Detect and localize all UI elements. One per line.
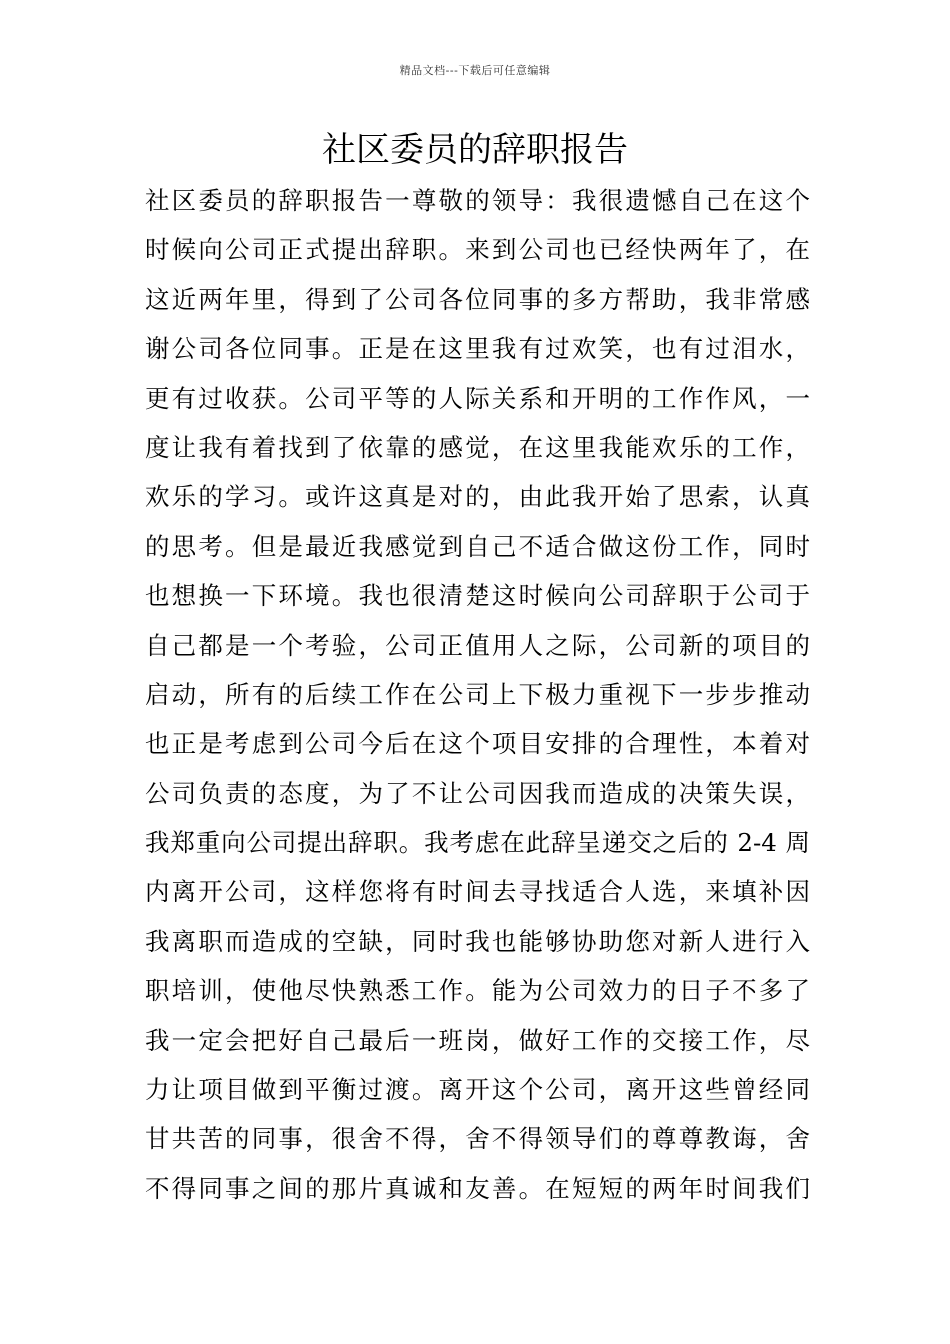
body-line: 甘共苦的同事，很舍不得，舍不得领导们的尊尊教诲，舍 [145,1124,810,1154]
document-body [145,176,810,1213]
body-line: 我郑重向公司提出辞职。我考虑在此辞呈递交之后的 2-4 周 [145,828,810,858]
body-line: 启动，所有的后续工作在公司上下极力重视下一步步推动 [145,679,810,709]
document-title: 社区委员的辞职报告 [322,130,628,170]
body-line: 也想换一下环境。我也很清楚这时候向公司辞职于公司于 [145,581,810,611]
body-line: 这近两年里，得到了公司各位同事的多方帮助，我非常感 [145,284,810,314]
body-line: 职培训，使他尽快熟悉工作。能为公司效力的日子不多了 [145,976,810,1006]
body-line: 的思考。但是最近我感觉到自己不适合做这份工作，同时 [145,531,810,561]
body-line: 力让项目做到平衡过渡。离开这个公司，离开这些曾经同 [145,1075,810,1105]
body-line: 我离职而造成的空缺，同时我也能够协助您对新人进行入 [145,926,810,956]
body-line: 度让我有着找到了依靠的感觉，在这里我能欢乐的工作， [145,432,810,462]
body-line: 社区委员的辞职报告一尊敬的领导：我很遗憾自己在这个 [145,186,810,215]
body-line: 时候向公司正式提出辞职。来到公司也已经快两年了，在 [145,235,810,265]
body-line: 也正是考虑到公司今后在这个项目安排的合理性，本着对 [145,729,810,759]
body-line: 不得同事之间的那片真诚和友善。在短短的两年时间我们 [145,1173,810,1203]
body-line: 欢乐的学习。或许这真是对的，由此我开始了思索，认真 [145,482,810,512]
body-line: 谢公司各位同事。正是在这里我有过欢笑，也有过泪水， [145,334,810,364]
body-line: 内离开公司，这样您将有时间去寻找适合人选，来填补因 [145,877,810,907]
body-line: 更有过收获。公司平等的人际关系和开明的工作作风，一 [145,383,810,413]
body-line: 自己都是一个考验，公司正值用人之际，公司新的项目的 [145,630,810,660]
body-line: 公司负责的态度，为了不让公司因我而造成的决策失误， [145,778,810,808]
header-note: 精品文档---下载后可任意编辑 [399,64,551,77]
body-line: 我一定会把好自己最后一班岗，做好工作的交接工作，尽 [145,1025,810,1055]
